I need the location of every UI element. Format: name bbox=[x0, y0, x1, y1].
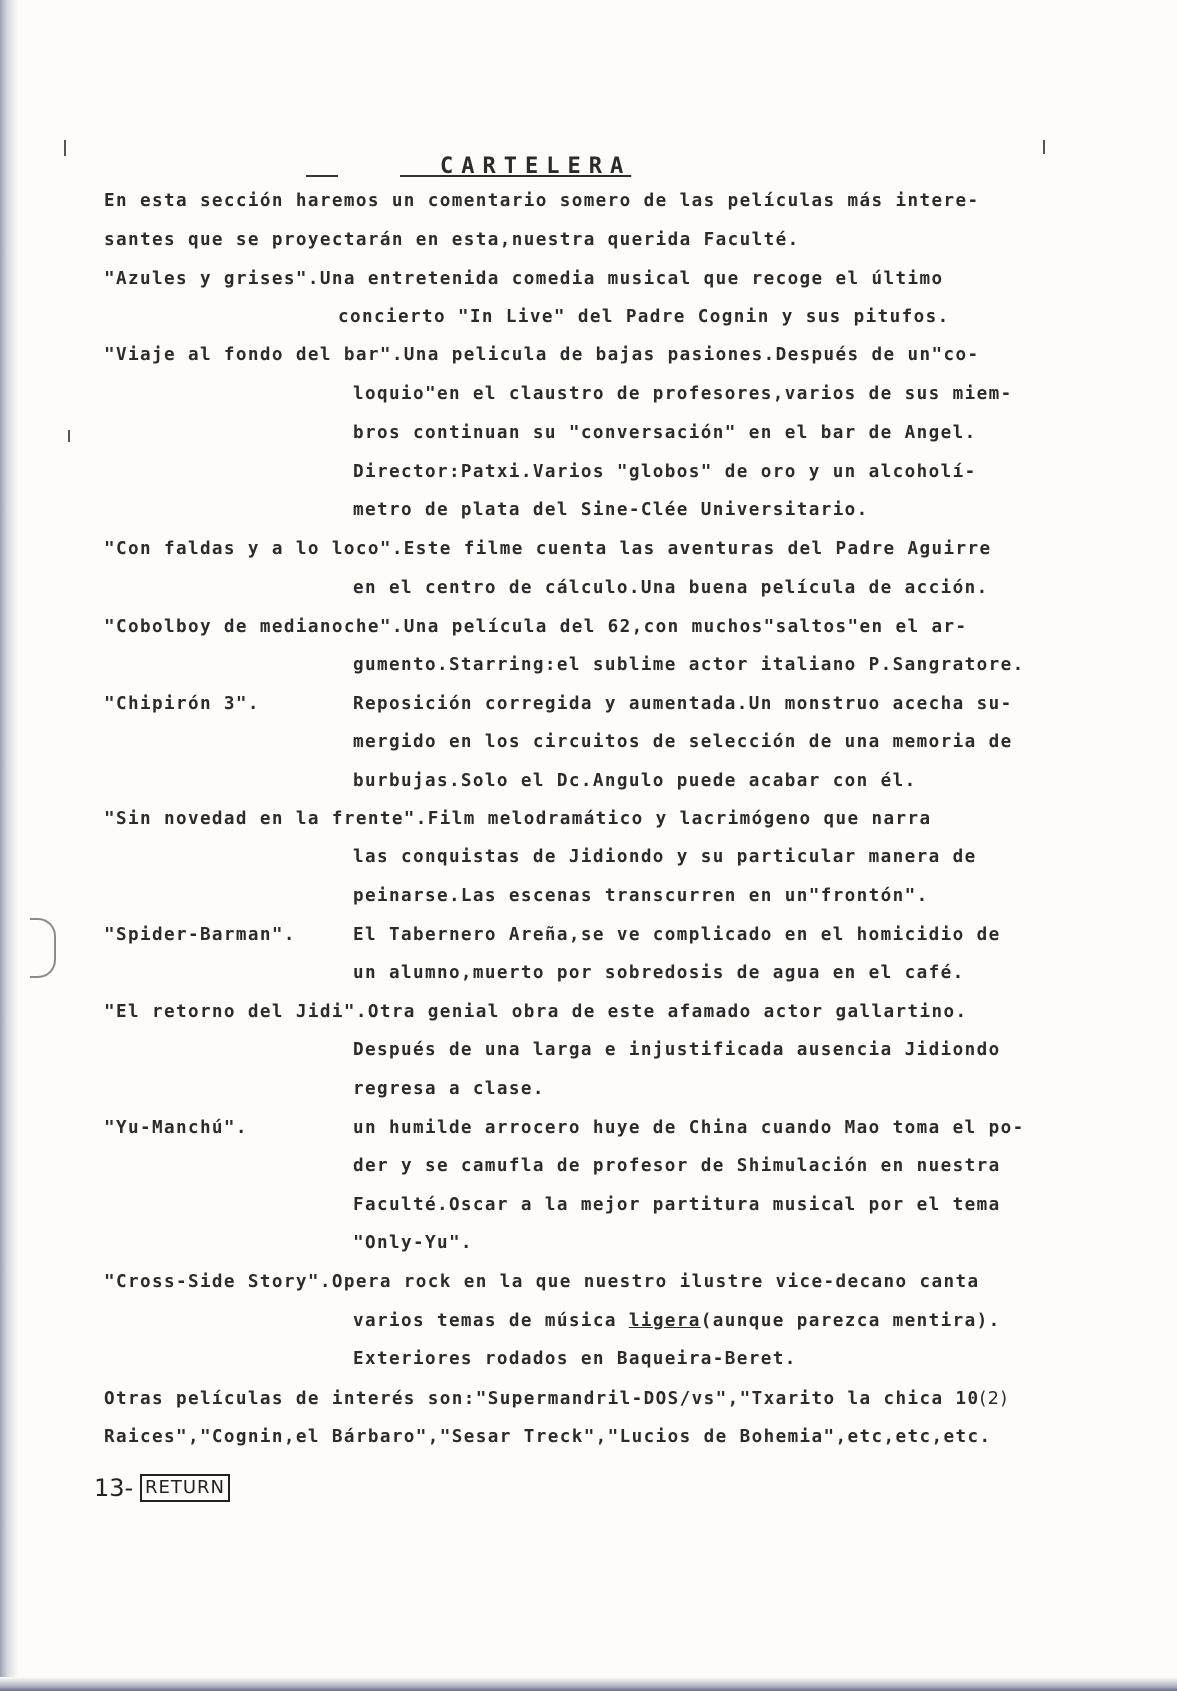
text-line: concierto "In Live" del Padre Cognin y sus pitufos. bbox=[338, 307, 950, 327]
text-line: Después de una larga e injustificada ausencia Jidiondo bbox=[353, 1040, 1001, 1060]
return-stamp: RETURN bbox=[140, 1474, 230, 1502]
margin-mark bbox=[68, 430, 70, 442]
text-line: El Tabernero Areña,se ve complicado en el homicidio de bbox=[353, 925, 1001, 945]
underlined-word: ligera bbox=[628, 1311, 701, 1331]
text-line: "Viaje al fondo del bar".Una pelicula de bajas pasiones.Después de un"co- bbox=[104, 345, 980, 365]
text-line: En esta sección haremos un comentario somero de las películas más intere- bbox=[104, 191, 980, 211]
text-segment: (aunque parezca mentira). bbox=[700, 1311, 1001, 1331]
text-line: der y se camufla de profesor de Shimulación en nuestra bbox=[353, 1156, 1001, 1176]
text-line: "Cross-Side Story".Opera rock en la que nuestro ilustre vice-decano canta bbox=[104, 1272, 980, 1292]
text-line: peinarse.Las escenas transcurren en un"frontón". bbox=[353, 886, 929, 906]
text-line bbox=[104, 1388, 1009, 1410]
text-line bbox=[353, 1310, 1001, 1332]
text-line: las conquistas de Jidiondo y su particular manera de bbox=[353, 847, 977, 867]
staple-binding bbox=[30, 918, 56, 978]
text-line: "Only-Yu". bbox=[353, 1233, 473, 1253]
text-line: en el centro de cálculo.Una buena película de acción. bbox=[353, 578, 989, 598]
text-line: "Spider-Barman". bbox=[104, 925, 296, 945]
text-line: Director:Patxi.Varios "globos" de oro y un alcoholí- bbox=[353, 462, 977, 482]
page-bottom-edge bbox=[0, 1677, 1177, 1691]
text-segment: varios temas de música bbox=[353, 1311, 629, 1331]
text-line: "Yu-Manchú". bbox=[104, 1118, 248, 1138]
page-title: CARTELERA bbox=[440, 154, 632, 179]
text-segment: Otras películas de interés son:"Supermandril-DOS/vs","Txarito la chica 10 bbox=[104, 1389, 980, 1409]
text-line: mergido en los circuitos de selección de una memoria de bbox=[353, 732, 1013, 752]
margin-mark bbox=[1043, 140, 1045, 154]
text-line: "Con faldas y a lo loco".Este filme cuenta las aventuras del Padre Aguirre bbox=[104, 539, 992, 559]
text-line: gumento.Starring:el sublime actor italiano P.Sangratore. bbox=[353, 655, 1025, 675]
text-line: "Azules y grises".Una entretenida comedia musical que recoge el último bbox=[104, 269, 944, 289]
text-line: "Cobolboy de medianoche".Una película del 62,con muchos"saltos"en el ar- bbox=[104, 617, 968, 637]
handwritten-note: (2) bbox=[979, 1389, 1009, 1409]
text-line: Faculté.Oscar a la mejor partitura musical por el tema bbox=[353, 1195, 1001, 1215]
text-line: un alumno,muerto por sobredosis de agua en el café. bbox=[353, 963, 965, 983]
title-dash bbox=[306, 175, 338, 177]
text-line: burbujas.Solo el Dc.Angulo puede acabar con él. bbox=[353, 771, 917, 791]
text-line: Reposición corregida y aumentada.Un monstruo acecha su- bbox=[353, 694, 1013, 714]
page-number: 13- bbox=[94, 1474, 134, 1502]
text-line: metro de plata del Sine-Clée Universitario. bbox=[353, 500, 869, 520]
margin-mark bbox=[64, 140, 66, 156]
text-line: bros continuan su "conversación" en el bar de Angel. bbox=[353, 423, 977, 443]
text-line: Raices","Cognin,el Bárbaro","Sesar Treck","Lucios de Bohemia",etc,etc,etc. bbox=[104, 1427, 992, 1447]
title-dash bbox=[400, 175, 440, 177]
text-line: regresa a clase. bbox=[353, 1079, 545, 1099]
page-edge bbox=[0, 0, 18, 1691]
text-line: loquio"en el claustro de profesores,varios de sus miem- bbox=[353, 384, 1013, 404]
text-line: "Sin novedad en la frente".Film melodramático y lacrimógeno que narra bbox=[104, 809, 932, 829]
text-line: un humilde arrocero huye de China cuando Mao toma el po- bbox=[353, 1118, 1025, 1138]
text-line: santes que se proyectarán en esta,nuestra querida Faculté. bbox=[104, 230, 800, 250]
text-line: "Chipirón 3". bbox=[104, 694, 260, 714]
text-line: Exteriores rodados en Baqueira-Beret. bbox=[353, 1349, 797, 1369]
text-line: "El retorno del Jidi".Otra genial obra de este afamado actor gallartino. bbox=[104, 1002, 968, 1022]
